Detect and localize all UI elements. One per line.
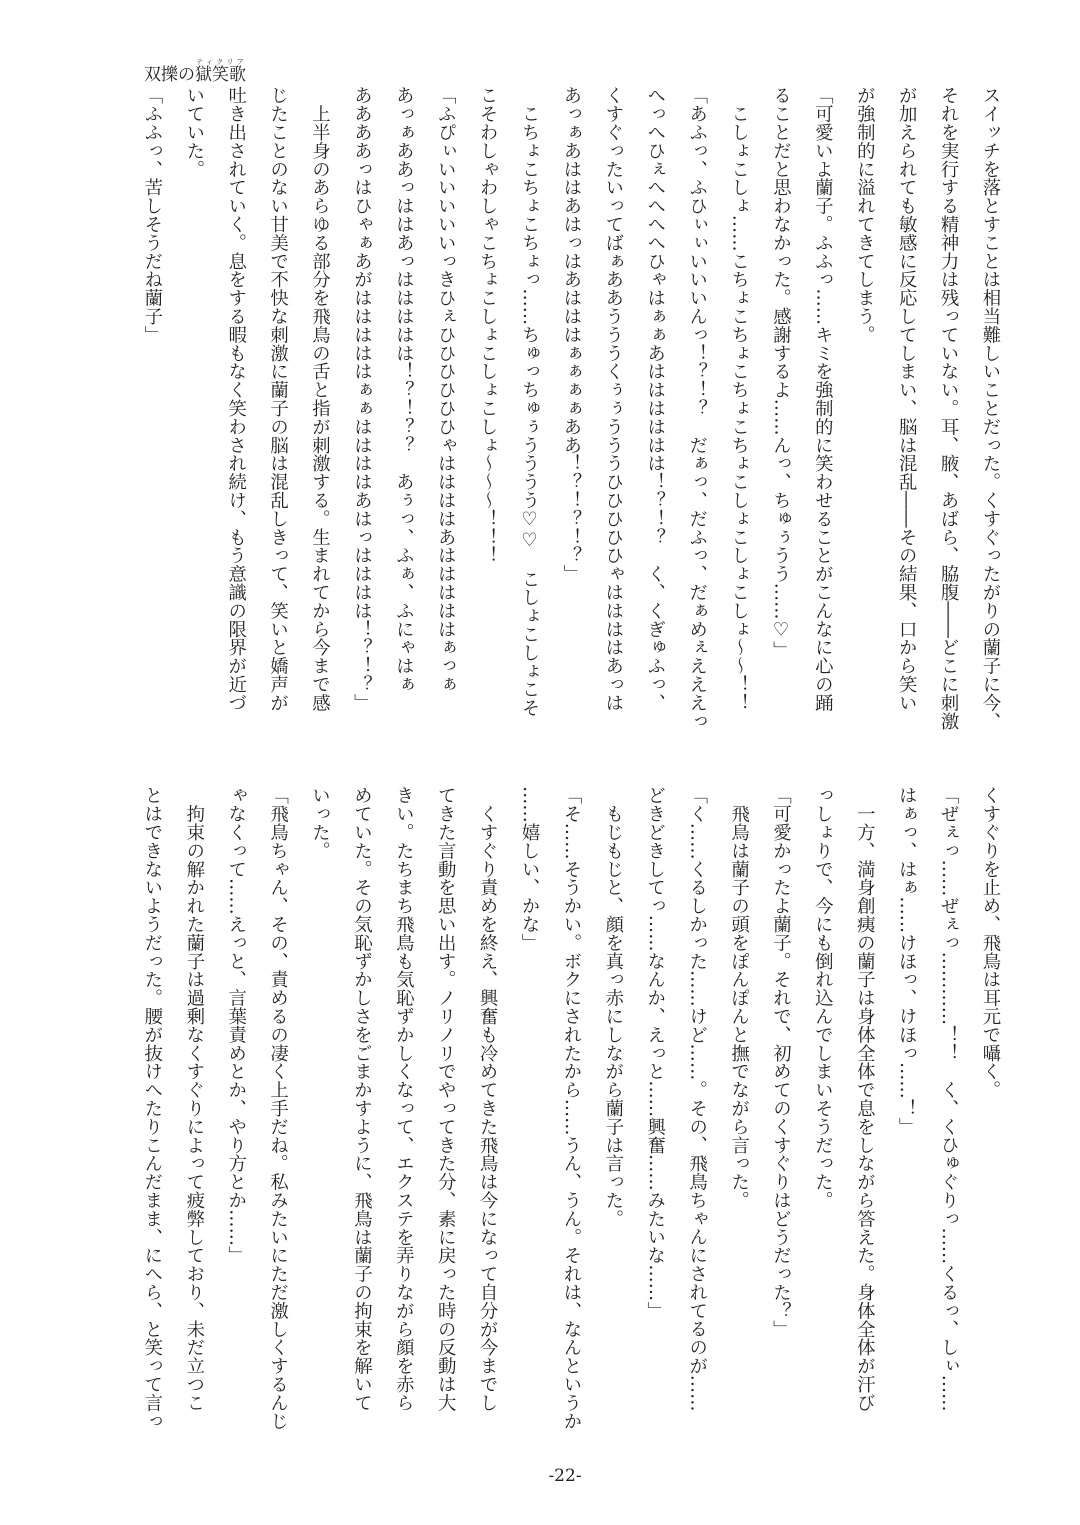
text-column: 吐き出されていく。息をする暇もなく笑わされ続け、もう意識の限界が近づ (225, 86, 247, 712)
text-column: 一方、満身創痍の蘭子は身体全体で息をしながら答えた。身体全体が汗び (854, 786, 876, 1412)
text-column: きい。たちまち飛鳥も気恥ずかしくなって、エクステを弄りながら顔を赤ら (393, 786, 415, 1412)
running-title (144, 58, 246, 86)
text-column: 飛鳥は蘭子の頭をぽんぽんと撫でながら言った。 (728, 786, 750, 1210)
text-column: 「ふふっ、苦しそうだね蘭子」 (141, 86, 163, 344)
text-column: こちょこちょこちょっ……ちゅっちゅぅうううう♡♡ こしょこしょこそ (519, 86, 541, 717)
text-column: めていた。その気恥ずかしさをごまかすように、飛鳥は蘭子の拘束を解いて (351, 786, 373, 1412)
text-column: くすぐりを止め、飛鳥は耳元で囁く。 (980, 786, 1001, 1099)
text-column: とはできないようだった。腰が抜けへたりこんだまま、にへら、と笑って言っ (141, 786, 163, 1430)
text-column: もじもじと、顔を真っ赤にしながら蘭子は言った。 (602, 786, 624, 1228)
text-column: 「く……くるしかった……けど……。その、飛鳥ちゃんにされてるのが…… (686, 786, 708, 1412)
text-column: スイッチを落とすことは相当難しいことだった。くすぐったがりの蘭子に今、 (980, 86, 1001, 730)
text-column: 「そ……そうかい。ボクにされたから……うん、うん。それは、なんというか (560, 786, 582, 1430)
text-column: くすぐり責めを終え、興奮も冷めてきた飛鳥は今になって自分が今までし (477, 786, 499, 1412)
text-column: あっぁあははあはっはあはははぁぁぁぁああ！？！？！？」 (560, 86, 582, 583)
text-column: が加えられても敏感に反応してしまい、脳は混乱――その結果、口から笑い (896, 86, 918, 712)
text-column: ることだと思わなかった。感謝するよ……んっ、ちゅぅうう……♡」 (770, 86, 792, 659)
text-column: 「あふっ、ふひぃぃいいいんっ！？！？ だぁっ、だふっ、だぁめぇえええっ (686, 86, 708, 730)
running-title-ruby (195, 58, 246, 85)
running-title-ruby-base: 獄笑歌 (195, 65, 246, 85)
running-title-prefix: 双擽の (144, 65, 195, 85)
running-title-ruby-text: ティクリア (195, 58, 246, 66)
text-column: いていた。 (183, 86, 205, 178)
text-column: ああああっはひゃぁあがはははははぁぁははははあはっはははは！？！？」 (351, 86, 373, 712)
text-column: っしょりで、今にも倒れ込んでしまいそうだった。 (812, 786, 834, 1210)
text-column: いった。 (309, 786, 331, 860)
upper-text-block (131, 86, 1011, 746)
text-column: くすぐったいってばぁああうううくぅぅうううひひひひひゃははははあっは (602, 86, 624, 712)
text-column: どきどきしてっ……なんか、えっと……興奮……みたいな……」 (644, 786, 666, 1320)
text-column: 「可愛いよ蘭子。ふふっ……キミを強制的に笑わせることがこんなに心の踊 (812, 86, 834, 712)
text-column: 「飛鳥ちゃん、その、責めるの凄く上手だね。私みたいにただ激しくするんじ (267, 786, 289, 1430)
text-column: てきた言動を思い出す。ノリノリでやってきた分、素に戻った時の反動は大 (435, 786, 457, 1412)
text-column: が強制的に溢れてきてしまう。 (854, 86, 876, 344)
text-column: ……嬉しい、かな」 (519, 786, 541, 952)
text-column: こそわしゃわしゃこちょこしょこしょこしょ～～～！！！ (477, 86, 499, 565)
text-column: 「可愛かったよ蘭子。それで、初めてのくすぐりはどうだった？」 (770, 786, 792, 1338)
text-column: へっへひぇへへへへひゃはぁぁあはははははは！？！？ く、くぎゅふっ、 (644, 86, 666, 712)
text-column: じたことのない甘美で不快な刺激に蘭子の脳は混乱しきって、笑いと嬌声が (267, 86, 289, 712)
text-column: あっぁああっははあっははははは！？！？？ あぅっ、ふぁ、ふにゃはぁ (393, 86, 415, 694)
text-column: 「ぜぇっ……ぜぇっ…………！！ く、くひゅぐりっ……くるっ、しぃ…… (938, 786, 960, 1412)
text-column: それを実行する精神力は残っていない。耳、腋、あばら、脇腹――どこに刺激 (938, 86, 960, 730)
text-column: はぁっ、はぁ……けほっ、けほっ……！」 (896, 786, 918, 1136)
text-column: 拘束の解かれた蘭子は過剰なくすぐりによって疲弊しており、未だ立つこ (183, 786, 205, 1412)
lower-text-block (131, 786, 1011, 1446)
text-column: ゃなくって……えっと、言葉責めとか、やり方とか……」 (225, 786, 247, 1265)
text-column: 「ふぴぃいいいいいっきひぇひひひひひひゃははははあはははははぁっぁ (435, 86, 457, 694)
page-number: -22- (548, 1466, 582, 1486)
text-column: 上半身のあらゆる部分を飛鳥の舌と指が刺激する。生まれてから今まで感 (309, 86, 331, 712)
text-column: こしょこしょ……こちょこちょこちょこちょこしょこしょこしょ～～！！ (728, 86, 750, 712)
